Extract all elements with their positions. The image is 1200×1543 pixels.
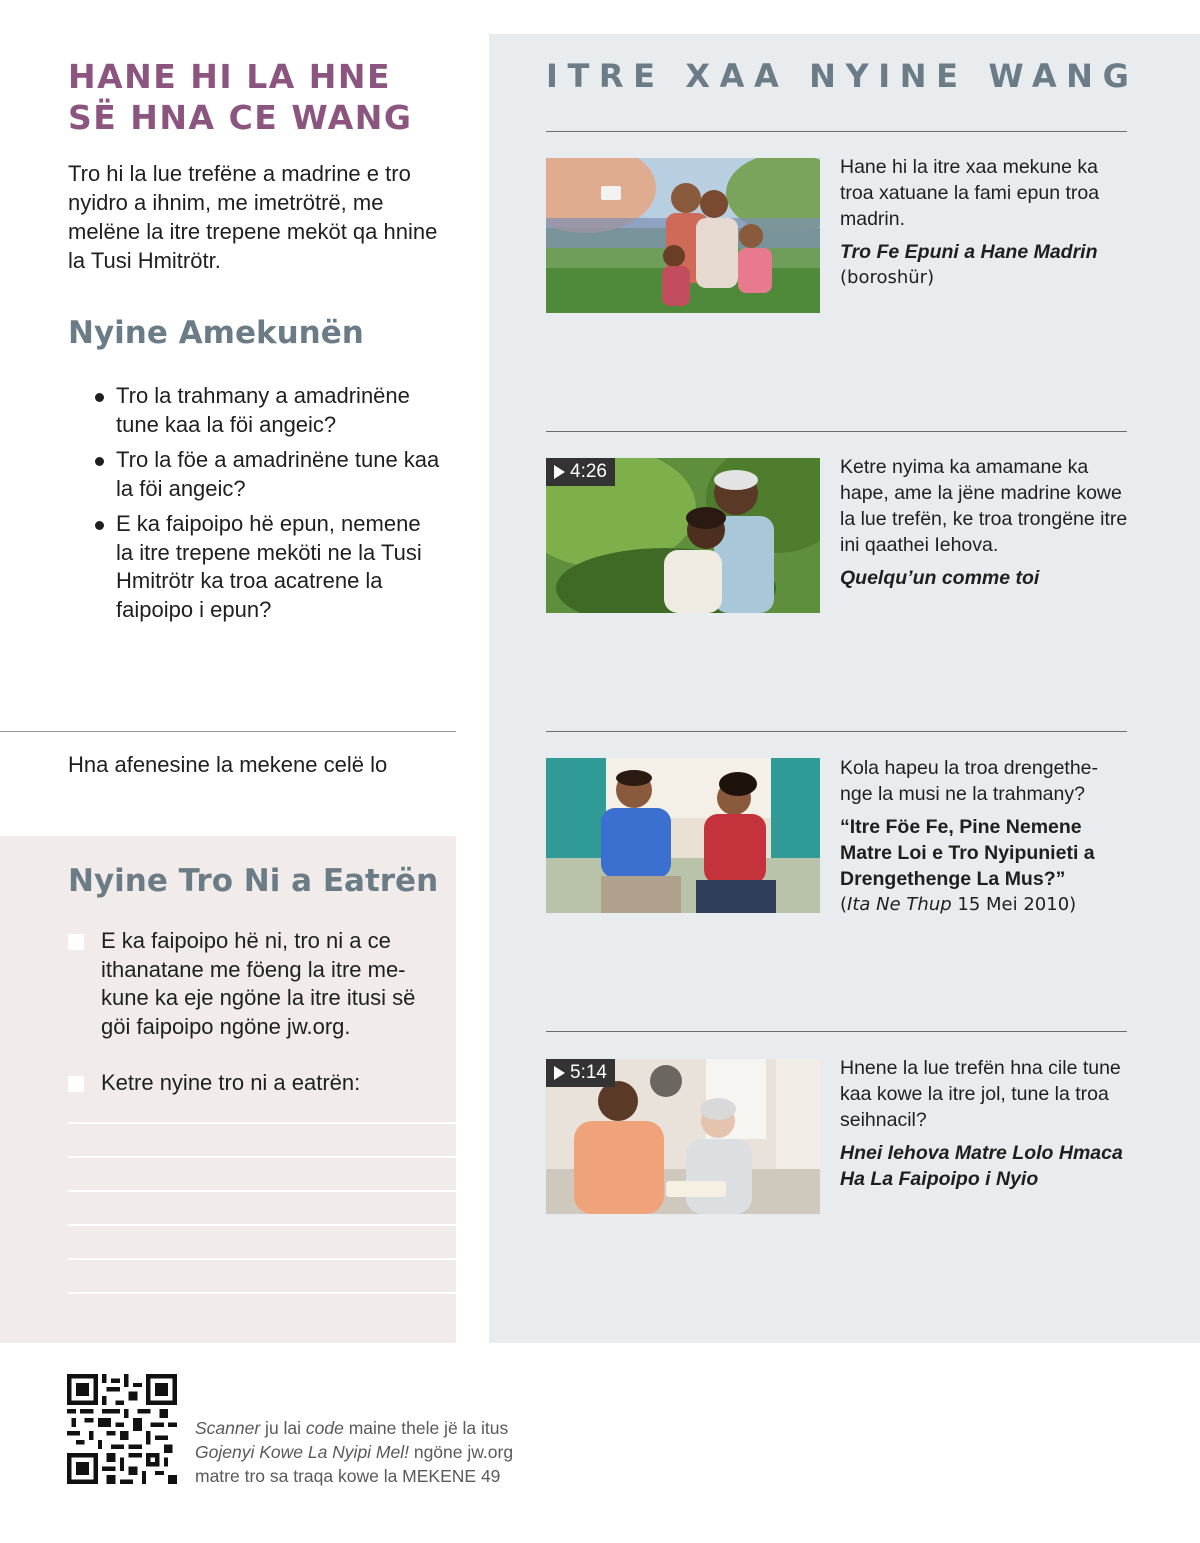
bullet-icon — [95, 521, 104, 530]
explore-item — [840, 1055, 1130, 1192]
review-question: E ka faipoipo hë epun, nemene la itre trepene meköti ne la Tusi Hmitrötr ka troa acatrene la faipoipo i epun? — [90, 510, 440, 624]
note-text: Hna afenesine la mekene celë lo — [68, 752, 388, 777]
play-icon — [554, 1066, 565, 1080]
item-description: Hnene la lue trefën hna cile tune kaa kowe la itre jol, tune la troa seihnacil? — [840, 1057, 1121, 1131]
divider — [546, 1031, 1127, 1032]
bullet-icon — [95, 457, 104, 466]
video-duration: 5:14 — [546, 1059, 615, 1087]
checkbox[interactable] — [68, 1076, 84, 1092]
item-meta: (Ita Ne Thup 15 Mei 2010) — [840, 894, 1077, 915]
try-item-text: Ketre nyine tro ni a eatrën: — [101, 1070, 361, 1095]
bullet-icon — [95, 393, 104, 402]
explore-item — [840, 154, 1130, 291]
writing-line[interactable] — [68, 1258, 456, 1260]
try-item — [68, 1069, 438, 1098]
item-title[interactable]: Quelqu’un comme toi — [840, 567, 1040, 589]
writing-line[interactable] — [68, 1156, 456, 1158]
item-meta: (boroshür) — [840, 267, 935, 288]
explore-item — [840, 454, 1130, 591]
divider — [546, 131, 1127, 132]
couple-talking-photo[interactable] — [546, 758, 820, 913]
item-title[interactable]: “Itre Föe Fe, Pine Nemene Matre Loi e Tro Nyipunieti a Drengethenge La Mus?” — [840, 816, 1095, 890]
play-icon — [554, 465, 565, 479]
review-title: Nyine Amekunën — [68, 315, 364, 351]
writing-line[interactable] — [68, 1292, 456, 1294]
try-this-title: Nyine Tro Ni a Eatrën — [68, 863, 439, 899]
writing-line[interactable] — [68, 1224, 456, 1226]
item-title[interactable]: Hnei Iehova Matre Lolo Hmaca Ha La Faipoipo i Nyio — [840, 1142, 1123, 1190]
family-selfie-photo[interactable] — [546, 158, 820, 313]
try-item — [68, 927, 438, 1041]
footer-text: Scanner ju lai code maine thele jë la itus Gojenyi Kowe La Nyipi Mel! ngöne jw.org matre tro sa traqa kowe la MEKENE 49 — [195, 1418, 514, 1486]
review-list — [90, 382, 440, 631]
item-title[interactable]: Tro Fe Epuni a Hane Madrin — [840, 241, 1098, 263]
explore-item — [840, 755, 1130, 918]
couple-reading-bible-video[interactable] — [546, 1059, 820, 1214]
review-question: Tro la trahmany a amadrinëne tune kaa la föi angeic? — [90, 382, 440, 439]
item-description: Kola hapeu la troa drengethe-nge la musi ne la trahmany? — [840, 757, 1099, 805]
summary-title: HANE HI LA HNE SË HNA CE WANG — [68, 57, 413, 137]
writing-line[interactable] — [68, 1122, 456, 1124]
qr-code-icon[interactable] — [67, 1374, 177, 1484]
elderly-couple-video[interactable] — [546, 458, 820, 613]
checkbox[interactable] — [68, 934, 84, 950]
item-description: Hane hi la itre xaa mekune ka troa xatuane la fami epun troa madrin. — [840, 156, 1100, 230]
item-description: Ketre nyima ka amamane ka hape, ame la jëne madrine kowe la lue trefën, ke troa trongëne itre ini qaathei Iehova. — [840, 456, 1128, 556]
divider — [0, 731, 456, 732]
writing-line[interactable] — [68, 1190, 456, 1192]
try-item-text: E ka faipoipo hë ni, tro ni a ce ithanatane me föeng la itre me-kune ka eje ngöne la itre itusi së göi faipoipo ngöne jw.org. — [101, 928, 416, 1039]
video-duration: 4:26 — [546, 458, 615, 486]
divider — [546, 731, 1127, 732]
review-question: Tro la föe a amadrinëne tune kaa la föi angeic? — [90, 446, 440, 503]
explore-title: ITRE XAA NYINE WANG — [546, 57, 1139, 95]
divider — [546, 431, 1127, 432]
summary-text: Tro hi la lue trefëne a madrine e tro nyidro a ihnim, me imetrötrë, me melëne la itre trepene meköt qa hnine la Tusi Hmitrötr. — [68, 161, 438, 273]
